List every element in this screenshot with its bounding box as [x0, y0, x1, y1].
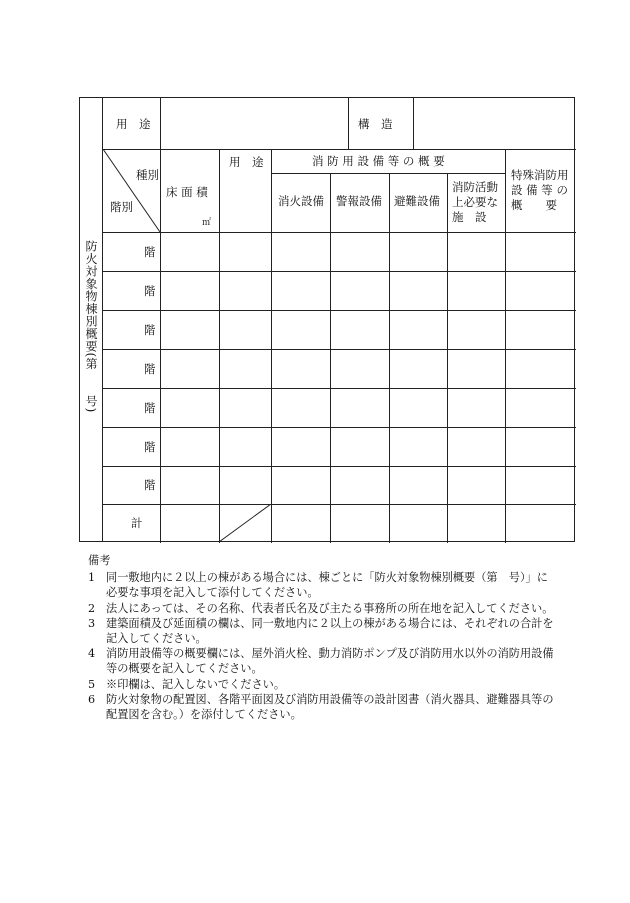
- note-number: 1: [88, 571, 96, 585]
- structure-label: 構 造: [358, 117, 393, 131]
- table-rule: [348, 98, 349, 149]
- kind-label: 種別: [136, 168, 159, 182]
- note-number: 2: [88, 601, 96, 615]
- table-rule: [389, 173, 390, 543]
- note-text: 法人にあっては、その名称、代表者氏名及び主たる事務所の所在地を記入してください。: [106, 601, 554, 615]
- note-text: 消防用設備等の概要欄には、屋外消火栓、動力消防ポンプ及び消防用水以外の消防用設備等の概要を記入してください。: [106, 647, 554, 676]
- side-title: 防火対象物棟別概要(第 号): [84, 240, 98, 413]
- building-overview-form: [79, 97, 575, 542]
- evacuation-label: 避難設備: [394, 194, 440, 208]
- note-text: 建築面積及び延面積の欄は、同一敷地内に２以上の棟がある場合には、それぞれの合計を記入してください。: [106, 616, 554, 646]
- floor-row-label: 階: [144, 284, 156, 298]
- floor-row-label: 階: [144, 440, 156, 454]
- note-item: [88, 677, 558, 692]
- table-rule: [219, 149, 220, 543]
- note-item: [88, 616, 558, 646]
- firefighting-facility-label: 消防活動上必要な施 設: [452, 180, 498, 224]
- note-text: 同一敷地内に２以上の棟がある場合には、棟ごとに「防火対象物棟別概要（第 号）」に必要な事項を記入して添付してください。: [106, 571, 548, 600]
- floor-label: 階別: [110, 200, 133, 214]
- side-title-column: [80, 98, 103, 541]
- floor-area-unit: ㎡: [202, 218, 212, 228]
- notes-section: [88, 553, 558, 722]
- note-item: [88, 570, 558, 600]
- total-row-label: 計: [131, 516, 143, 530]
- note-number: 3: [88, 616, 96, 630]
- note-item: [88, 646, 558, 676]
- note-number: 5: [88, 677, 96, 691]
- alarm-label: 警報設備: [336, 194, 382, 208]
- note-number: 4: [88, 647, 96, 661]
- fire-extinguishing-label: 消火設備: [278, 194, 324, 208]
- note-item: [88, 692, 558, 722]
- floor-row-label: 階: [144, 362, 156, 376]
- notes-title: 備考: [88, 554, 111, 567]
- special-equipment-label: 特殊消防用設 備 等 の概 要: [511, 168, 569, 212]
- note-text: ※印欄は、記入しないでください。: [106, 677, 286, 691]
- table-rule: [330, 173, 331, 543]
- floor-row-label: 階: [144, 245, 156, 259]
- equipment-group-label: 消 防 用 設 備 等 の 概 要: [312, 154, 445, 168]
- note-item: [88, 601, 558, 616]
- table-rule: [413, 98, 414, 149]
- table-rule: [447, 173, 448, 543]
- floor-row-label: 階: [144, 401, 156, 415]
- usage-column-label: 用 途: [229, 155, 264, 169]
- note-text: 防火対象物の配置図、各階平面図及び消防用設備等の設計図書（消火器具、避難器具等の配置図を含む。）を添付してください。: [106, 692, 554, 722]
- floor-row-label: 階: [144, 323, 156, 337]
- header-diagonal: [103, 149, 161, 233]
- table-rule: [271, 173, 505, 174]
- table-rule: [271, 149, 272, 543]
- table-rule: [505, 149, 506, 543]
- total-usage-diagonal: [219, 504, 272, 543]
- floor-row-label: 階: [144, 478, 156, 492]
- floor-area-label: 床 面 積: [166, 185, 208, 199]
- usage-label: 用 途: [116, 117, 151, 131]
- note-number: 6: [88, 692, 96, 706]
